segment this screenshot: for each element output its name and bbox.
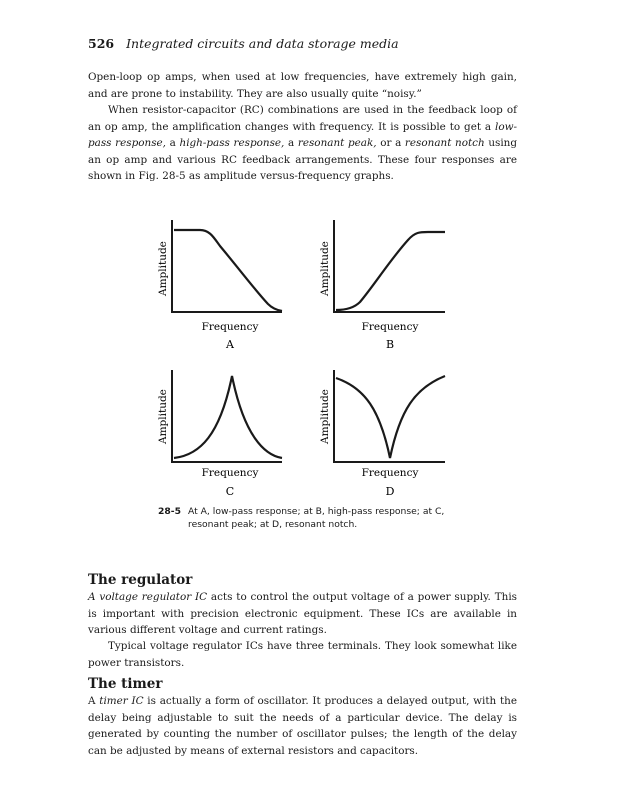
intro-paragraph-1: Open-loop op amps, when used at low frequencies, have extremely high gain, and are prone to instability. They are also usually quite “noisy.” <box>88 71 517 100</box>
section-heading-regulator: The regulator <box>88 572 193 588</box>
panel-b-y-label: Amplitude <box>319 241 331 296</box>
panel-b-curve <box>336 232 445 310</box>
panel-d-letter: D <box>385 485 395 498</box>
term-voltage-regulator-ic: A voltage regulator IC <box>88 591 208 603</box>
panel-c-axes <box>172 370 282 462</box>
text-run: a <box>166 137 180 150</box>
panel-d-y-label: Amplitude <box>319 389 331 444</box>
regulator-paragraph-1 <box>88 589 517 639</box>
text-run: A <box>88 695 100 707</box>
panel-b-letter: B <box>385 338 395 351</box>
panel-b-x-label: Frequency <box>361 321 419 333</box>
term-timer-ic: timer IC <box>99 695 144 707</box>
panel-d-x-label: Frequency <box>361 467 419 479</box>
panel-c-x-label: Frequency <box>201 467 259 479</box>
caption-text: At A, low-pass response; at B, high-pass response; at C, resonant peak; at D, resonant notch. <box>188 506 445 530</box>
text-run: is actually a form of oscillator. It produces a delayed output, with the delay being adjustable to suit the needs of a particular device. The delay is generated by counting the number of oscillator pulses; the length of the delay can be adjusted by means of external resistors and capacitors. <box>88 695 517 757</box>
intro-paragraph-2 <box>88 102 517 185</box>
panel-a-axes <box>172 220 282 312</box>
panel-c-letter: C <box>225 485 235 498</box>
panel-a-y-label: Amplitude <box>157 241 169 296</box>
term-resonant-notch: resonant notch <box>404 137 485 150</box>
figure-number: 28-5 <box>158 506 181 517</box>
panel-a-x-label: Frequency <box>201 321 259 333</box>
panel-d-curve <box>336 376 445 458</box>
panel-c-y-label: Amplitude <box>157 389 169 444</box>
text-run: acts to control the output voltage of a power supply. This is important with precision electronic equipment. These ICs are available in various different voltage and current ratings. <box>88 591 517 637</box>
term-high-pass: high-pass response, <box>179 137 285 150</box>
timer-paragraph-1 <box>88 693 517 759</box>
term-low-pass: low-pass response, <box>88 120 517 150</box>
text-run: using an op amp and various RC feedback arrangements. These four responses are shown in Fig. 28-5 as amplitude versus-frequency graphs. <box>88 137 518 183</box>
panel-c-curve <box>174 376 282 458</box>
text-run: or a <box>376 137 405 150</box>
section-heading-timer: The timer <box>88 676 163 692</box>
panel-b-axes <box>334 220 445 312</box>
running-title: Integrated circuits and data storage media <box>126 36 399 51</box>
response-graphs <box>150 210 470 510</box>
page-header <box>88 36 399 51</box>
page-number: 526 <box>88 36 115 51</box>
text-run: a <box>284 137 298 150</box>
term-resonant-peak: resonant peak, <box>297 137 377 150</box>
panel-a-letter: A <box>226 338 234 351</box>
regulator-paragraph-2: Typical voltage regulator ICs have three terminals. They look somewhat like power transistors. <box>88 640 517 669</box>
figure-28-5 <box>150 210 470 510</box>
text-run: When resistor-capacitor (RC) combinations are used in the feedback loop of an op amp, the amplification changes with frequency. It is possible to get a <box>88 104 517 133</box>
panel-a-curve <box>174 230 282 311</box>
